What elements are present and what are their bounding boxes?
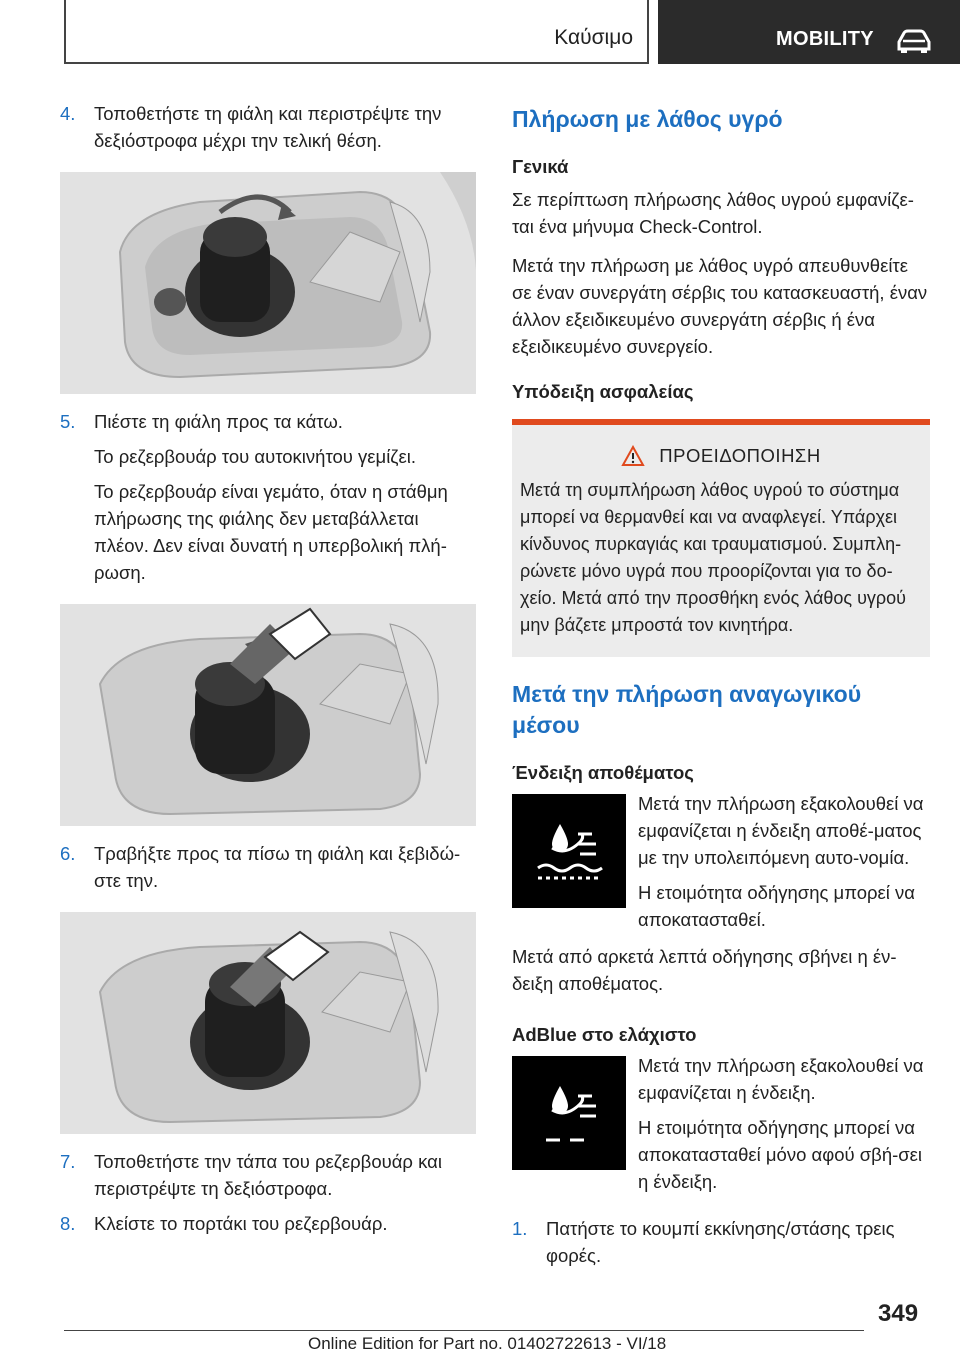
brand-label: MOBILITY <box>776 28 874 50</box>
step-4: 4. Τοποθετήστε τη φιάλη και περιστρέψτε την δεξιόστροφα μέχρι την τελική θέση. <box>60 103 442 151</box>
level-indicator-heading: Ένδειξη αποθέματος <box>512 762 694 783</box>
warning-title-row <box>520 445 922 467</box>
minimum-step-1: 1. Πατήστε το κουμπί εκκίνησης/στάσης τρεις φορές. <box>512 1218 895 1266</box>
warning-title: ΠΡΟΕΙΔΟΠΟΙΗΣΗ <box>659 445 821 466</box>
level-paragraph-2: Η ετοιμότητα οδήγησης μπορεί να αποκατασταθεί. <box>638 882 915 930</box>
after-refill-heading: Μετά την πλήρωση αναγωγικού μέσου <box>512 681 862 738</box>
level-paragraph-3: Μετά από αρκετά λεπτά οδήγησης σβήνει η έν-δειξη αποθέματος. <box>512 946 897 994</box>
refill-bottle-rotate-image <box>60 172 476 394</box>
step-5-note-1: Το ρεζερβουάρ του αυτοκινήτου γεμίζει. <box>94 446 416 467</box>
safety-heading: Υπόδειξη ασφαλείας <box>512 381 694 402</box>
adblue-reserve-icon <box>512 794 626 908</box>
right-column <box>512 100 930 1277</box>
level-paragraph-1: Μετά την πλήρωση εξακολουθεί να εμφανίζεται η ένδειξη αποθέ-ματος με την υπολειπόμενη αυτο-νομία. <box>638 793 924 868</box>
page-number: 349 <box>878 1300 919 1327</box>
minimum-paragraph-1: Μετά την πλήρωση εξακολουθεί να εμφανίζεται η ένδειξη. <box>638 1055 924 1103</box>
warning-text: Μετά τη συμπλήρωση λάθος υγρού το σύστημα μπορεί να θερμανθεί και να αναφλεγεί. Υπάρχει κίνδυνος πυρκαγιάς και τραυματισμού. Συμπλη-ρώνετε μόνο υγρά που προορίζονται για το δο-χείο. Μετά από την προσθήκη ενός λάθος υγρού μην βάζετε μπροστά τον κινητήρα. <box>520 480 907 635</box>
adblue-minimum-heading: AdBlue στο ελάχιστο <box>512 1024 697 1045</box>
section-title: Καύσιμο <box>554 26 633 49</box>
edition-footer: Online Edition for Part no. 01402722613 - VI/18 <box>308 1334 667 1353</box>
wrong-fluid-heading: Πλήρωση με λάθος υγρό <box>512 106 783 132</box>
adblue-level-indicator <box>512 794 626 908</box>
refill-bottle-press-image <box>60 604 476 826</box>
car-icon <box>895 28 933 54</box>
step-8: 8. Κλείστε το πορτάκι του ρεζερβουάρ. <box>60 1213 388 1234</box>
general-paragraph-1: Σε περίπτωση πλήρωσης λάθος υγρού εμφανίζε-ται ένα μήνυμα Check-Control. <box>512 189 914 237</box>
adblue-minimum-indicator <box>512 1056 626 1170</box>
refill-bottle-remove-image <box>60 912 476 1134</box>
general-paragraph-2: Μετά την πλήρωση με λάθος υγρό απευθυνθείτε σε έναν συνεργάτη σέρβις του κατασκευαστή, έναν άλλον εξειδικευμένο συνεργάτη σέρβις ή ένα εξειδικευμένο συνεργείο. <box>512 255 928 357</box>
warning-box <box>512 425 930 657</box>
header-section-box <box>64 0 649 64</box>
adblue-minimum-icon <box>512 1056 626 1170</box>
footer-divider <box>64 1330 864 1331</box>
minimum-paragraph-2: Η ετοιμότητα οδήγησης μπορεί να αποκατασταθεί μόνο αφού σβή-σει η ένδειξη. <box>638 1117 923 1192</box>
step-7: 7. Τοποθετήστε την τάπα του ρεζερβουάρ και περιστρέψτε τη δεξιόστροφα. <box>60 1151 442 1199</box>
header-brand-box <box>658 0 960 64</box>
warning-triangle-icon <box>621 445 645 467</box>
general-heading: Γενικά <box>512 156 569 177</box>
step-5-note-2: Το ρεζερβουάρ είναι γεμάτο, όταν η στάθμη πλήρωσης της φιάλης δεν μεταβάλλεται πλέον. Δεν είναι δυνατή η υπερβολική πλή-ρωση. <box>94 481 448 583</box>
step-6: 6. Τραβήξτε προς τα πίσω τη φιάλη και ξεβιδώ-στε την. <box>60 843 461 891</box>
left-column <box>60 100 478 1245</box>
step-5: 5. Πιέστε τη φιάλη προς τα κάτω. <box>60 411 343 432</box>
